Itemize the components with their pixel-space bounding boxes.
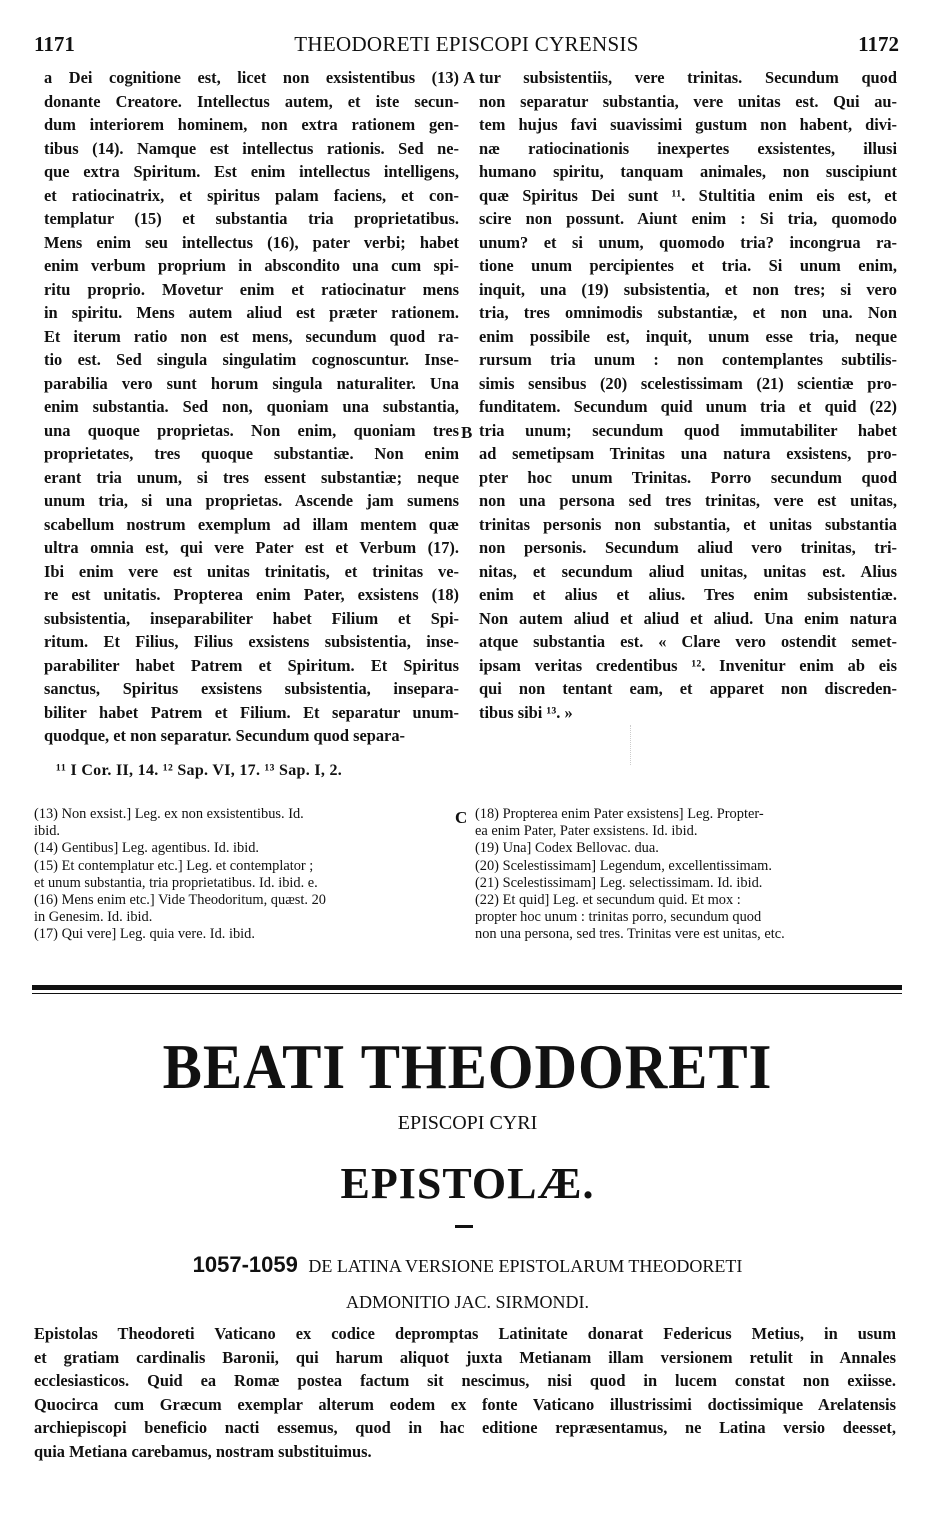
left-column-text	[44, 66, 459, 748]
footnote-line: (13) Non exsist.] Leg. ex non exsistentibus. Id.	[34, 806, 304, 822]
footnotes-left	[34, 806, 454, 944]
text-line: scabellum nostrum exemplum ad illam mentem quæ	[44, 514, 459, 534]
section-rule-thick	[32, 985, 902, 990]
left-page-number: 1171	[34, 32, 75, 56]
text-line: unum? et si unum, quomodo tria? incongrua ra-	[479, 232, 897, 252]
text-line: in spiritu. Mens autem aliud est præter rationem.	[44, 303, 459, 322]
text-line: ritum. Et Filius, Filius exsistens subsistentia, inse-	[44, 632, 459, 651]
footnote-line: (20) Scelestissimam] Legendum, excellentissimam.	[475, 857, 772, 874]
text-line: Mens enim seu intellectus (16), pater verbi; habet	[44, 232, 459, 252]
text-line: tibus (14). Namque est intellectus rationis. Sed ne-	[44, 138, 459, 158]
right-column-text	[479, 66, 897, 724]
text-line: non personis. Secundum aliud vero trinitas, tri-	[479, 538, 897, 557]
text-line: unum tria, si una proprietas. Ascende jam sumens	[44, 491, 459, 510]
text-line: non una persona sed tres trinitas, vere est unitas,	[479, 491, 897, 510]
faint-mark	[630, 725, 632, 765]
subtitle: EPISCOPI CYRI	[397, 1112, 538, 1134]
main-title: BEATI THEODORETI	[162, 1031, 773, 1102]
text-line: Et iterum ratio non est mens, secundum quod ra-	[44, 326, 459, 346]
footnote-line: (22) Et quid] Leg. et secundum quid. Et mox :	[475, 892, 741, 909]
text-line: biliter habet Patrem et Filium. Et separatur unum-	[44, 702, 459, 722]
paragraph-line: quia Metiana carebamus, nostram substituimus.	[34, 1441, 372, 1461]
text-line: rursum tria unum : non contemplantes subtilis-	[479, 350, 897, 369]
section-rule-thin	[32, 993, 902, 994]
text-line: sanctus, Spiritus exsistens subsistentia, insepara-	[44, 679, 459, 698]
text-line: ad semetipsam Trinitas una natura exsistens, pro-	[479, 444, 897, 463]
running-title: THEODORETI EPISCOPI CYRENSIS	[294, 32, 639, 56]
footnote-line: (14) Gentibus] Leg. agentibus. Id. ibid.	[34, 840, 260, 857]
text-line: humano spiritu, tanquam animales, non suscipiunt	[479, 162, 897, 181]
text-line: dum interiorem hominem, non extra rationem gen-	[44, 115, 459, 134]
margin-letter-b: B	[461, 423, 473, 442]
text-line: et ratiocinatrix, et spiritus palam faciens, et con-	[44, 185, 459, 205]
text-line: quæ Spiritus Dei sunt ¹¹. Stultitia enim eis est, et	[479, 185, 897, 205]
admonitio-heading: ADMONITIO JAC. SIRMONDI.	[346, 1292, 589, 1312]
footnote-line: (16) Mens enim etc.] Vide Theodoritum, quæst. 20	[34, 892, 326, 909]
text-line: tria unum; secundum quod immutabiliter habet	[479, 420, 897, 440]
footnote-line: (21) Scelestissimam] Leg. selectissimam. Id. ibid.	[475, 874, 763, 891]
margin-letter-c: C	[455, 808, 468, 827]
text-line: enim possibile est, inquit, unum esse tria, neque	[479, 326, 897, 346]
text-line: Ibi enim vere est unitas trinitatis, et trinitas ve-	[44, 561, 459, 581]
text-line: que extra Spiritum. Est enim intellectus intelligens,	[44, 162, 459, 181]
text-line: trinitas personis non substantia, et unitas substantia	[479, 514, 897, 534]
text-line: inquit, una (19) subsistentia, et non tres; si vero	[479, 279, 897, 299]
text-line: nitas, et secundum aliud unitas, unitas est. Alius	[479, 561, 897, 581]
paragraph-line: Quocirca cum Græcum exemplar alterum eodem ex fonte Vaticano illustrissimi doctissimique Arelatensis	[34, 1394, 896, 1414]
paragraph-line: et gratiam cardinalis Baronii, qui harum aliquot juxta Metianam illam versionem retulit in Annales	[34, 1347, 896, 1367]
text-line: donante Creatore. Intellectus autem, et iste secun-	[44, 91, 459, 111]
section-title: DE LATINA VERSIONE EPISTOLARUM THEODORETI	[308, 1256, 743, 1276]
paragraph-line: ecclesiasticos. Quid ea Romæ postea factum sit nescimus, nisi quod in lucem constat non exiisse.	[34, 1371, 896, 1390]
margin-letter-a: A	[463, 68, 476, 87]
text-line: tem hujus favi suavissimi gustum non habent, divi-	[479, 115, 897, 134]
text-line: simis sensibus (20) scelestissimam (21) scientiæ pro-	[479, 373, 897, 393]
text-line: enim substantia. Sed non, quoniam una substantia,	[44, 397, 459, 416]
text-line: næ ratiocinationis inexpertes exsistentes, illusi	[479, 138, 897, 158]
text-line: Non autem aliud et aliud et aliud. Una enim natura	[479, 608, 897, 628]
text-line: scire non possunt. Aiunt enim : Si tria, quomodo	[479, 209, 897, 228]
footnote-line: ea enim Pater, Pater exsistens. Id. ibid.	[475, 823, 698, 840]
text-line: ultra omnia est, qui vere Pater est et Verbum (17).	[44, 538, 459, 557]
footnote-line: propter hoc unum : trinitas porro, secundum quod	[475, 909, 762, 926]
footnote-line: ibid.	[34, 823, 60, 840]
text-line: ipsam veritas credentibus ¹². Invenitur enim ab eis	[479, 655, 897, 675]
text-line: quodque, et non separatur. Secundum quod separa-	[44, 726, 405, 745]
footnote-line: et unum substantia, tria proprietatibus. Id. ibid. e.	[34, 874, 318, 891]
text-line: erant tria unum, si tres essent substantiæ; neque	[44, 467, 459, 487]
footnote-line: in Genesim. Id. ibid.	[34, 909, 153, 926]
scripture-references: ¹¹ I Cor. II, 14. ¹² Sap. VI, 17. ¹³ Sap. I, 2.	[56, 762, 343, 779]
running-head	[34, 32, 899, 62]
text-line: qui non tentant eam, et apparet non discreden-	[479, 679, 897, 698]
section-number: 1057-1059	[192, 1252, 298, 1277]
text-line: funditatem. Secundum quid unum tria et quid (22)	[479, 397, 897, 416]
text-line: atque substantia est. « Clare vero ostendit semet-	[479, 632, 897, 651]
text-line: tibus sibi ¹³. »	[479, 702, 573, 722]
footnote-line: (17) Qui vere] Leg. quia vere. Id. ibid.	[34, 926, 255, 943]
text-line: ritu proprio. Movetur enim et ratiocinatur mens	[44, 279, 459, 299]
footnote-line: (18) Propterea enim Pater exsistens] Leg. Propter-	[475, 806, 764, 822]
text-line: non separatur substantia, vere unitas est. Qui au-	[479, 91, 897, 111]
text-line: tione unum percipientes et tria. Si unum enim,	[479, 256, 897, 275]
text-line: a Dei cognitione est, licet non exsistentibus (13)	[44, 68, 459, 87]
text-line: una quoque proprietas. Non enim, quoniam tres	[44, 420, 459, 440]
paragraph-line: Epistolas Theodoreti Vaticano ex codice depromptas Latinitate donarat Federicus Metius, in usum	[34, 1324, 896, 1343]
text-line: parabilia vero sunt horum singula naturaliter. Una	[44, 373, 459, 393]
admonitio-paragraph	[34, 1322, 896, 1463]
text-line: subsistentia, inseparabiliter habet Filium et Spi-	[44, 608, 459, 628]
section-heading	[0, 1252, 935, 1278]
text-line: templatur (15) et substantia tria proprietatibus.	[44, 209, 459, 228]
text-line: enim et alius et alius. Tres enim subsistentiæ.	[479, 585, 897, 604]
text-line: enim verbum proprium in abscondito una cum spi-	[44, 256, 459, 275]
text-line: parabiliter habet Patrem et Spiritum. Et Spiritus	[44, 655, 459, 675]
paragraph-line: archiepiscopi beneficio nacti essemus, quod in hac editione repræsentamus, ne Latina versio deesset,	[34, 1418, 896, 1437]
epistolae-title: EPISTOLÆ.	[340, 1159, 595, 1208]
text-line: proprietates, tres quoque substantiæ. Non enim	[44, 444, 459, 463]
footnotes-right	[475, 806, 895, 944]
text-line: re est unitatis. Propterea enim Pater, exsistens (18)	[44, 585, 459, 604]
text-line: pter hoc unum Trinitas. Porro secundum quod	[479, 467, 897, 487]
text-line: tio est. Sed singula singulatim cognoscuntur. Inse-	[44, 350, 459, 369]
right-page-number: 1172	[858, 32, 899, 56]
footnote-line: (15) Et contemplatur etc.] Leg. et contemplator ;	[34, 857, 314, 874]
footnote-line: (19) Una] Codex Bellovac. dua.	[475, 840, 659, 857]
footnote-line: non una persona, sed tres. Trinitas vere est unitas, etc.	[475, 926, 785, 943]
text-line: tur subsistentiis, vere trinitas. Secundum quod	[479, 68, 897, 87]
text-line: tria, tres omnimodis substantiæ, et non una. Non	[479, 303, 897, 322]
title-dash	[455, 1225, 473, 1228]
